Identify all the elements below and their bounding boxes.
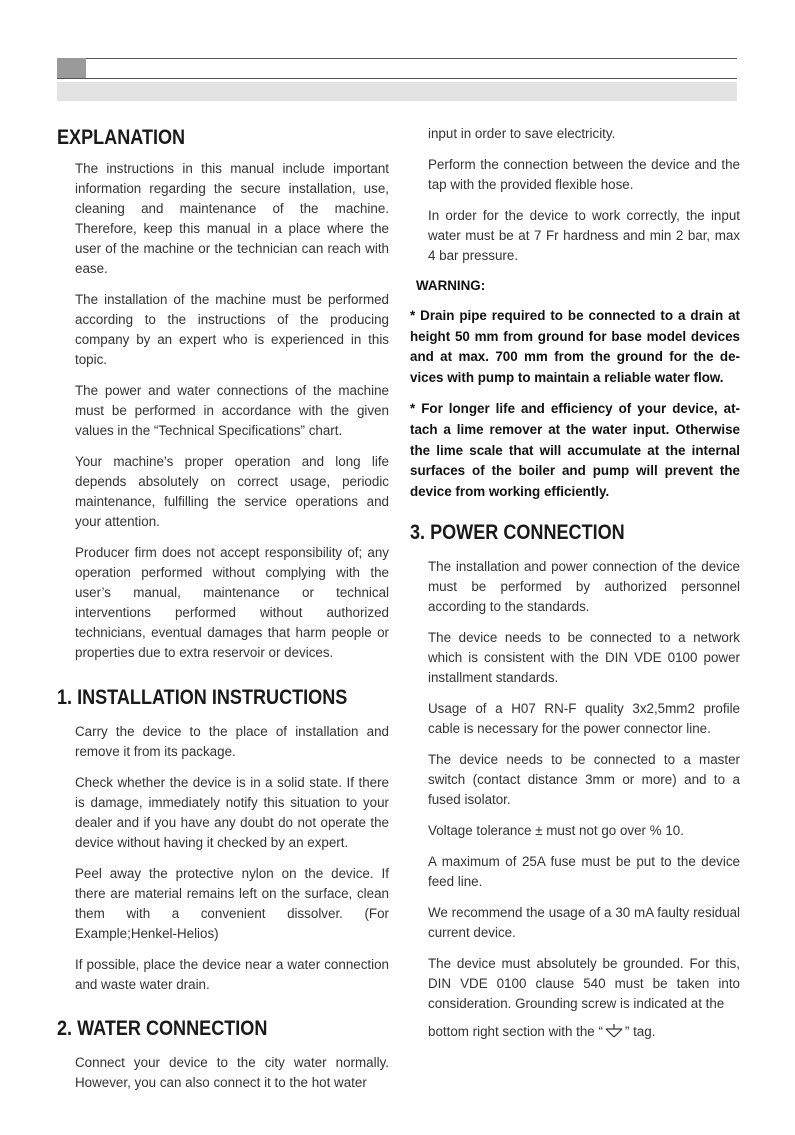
warning-item-1: * Drain pipe required to be connected to a drain at height 50 mm from ground for base model devices and at max. 700 mm from the ground for the de-vices with pump to maintain a reliable water flow.: [410, 308, 740, 385]
power-paragraph-1: The installation and power connection of the device must be performed by authorized personnel according to the standards.: [428, 559, 740, 615]
water-continued-paragraph-2: Perform the connection between the device and the tap with the provided flexible hose.: [428, 157, 740, 192]
warning-title: WARNING:: [416, 278, 486, 293]
ground-tag-line: [410, 1022, 740, 1042]
power-paragraph-2: The device needs to be connected to a network which is consistent with the DIN VDE 0100 power installment standards.: [428, 630, 740, 686]
power-paragraph-8: The device must absolutely be grounded. For this, DIN VDE 0100 clause 540 must be taken into consideration. Grounding screw is indicated at the: [428, 956, 740, 1012]
power-paragraph-4: The device needs to be connected to a master switch (contact distance 3mm or more) and to a fused isolator.: [428, 752, 740, 808]
power-connection-heading: 3. POWER CONNECTION: [410, 521, 625, 545]
explanation-paragraph-4: Your machine’s proper operation and long life depends absolutely on correct usage, periodic maintenance, fulfilling the service operations and your attention.: [75, 454, 389, 529]
right-column: [410, 124, 740, 1042]
explanation-paragraph-5: Producer firm does not accept responsibility of; any operation performed without complying with the user’s manual, maintenance or technical interventions performed without authorized technicians, eventual damages that harm people or properties due to extra reservoir or devices.: [75, 545, 389, 660]
water-connection-paragraph: Connect your device to the city water normally. However, you can also connect it to the hot water: [75, 1055, 389, 1090]
ground-line-after: ” tag.: [624, 1024, 656, 1040]
power-paragraph-6: A maximum of 25A fuse must be put to the device feed line.: [428, 854, 740, 890]
power-paragraph-5: Voltage tolerance ± must not go over % 10.: [428, 823, 684, 839]
header-band: [57, 82, 737, 101]
explanation-paragraph-2: The installation of the machine must be performed according to the instructions of the producing company by an expert who is experienced in this topic.: [75, 292, 389, 367]
header-rule-bottom: [57, 78, 737, 79]
explanation-paragraph-3: The power and water connections of the machine must be performed in accordance with the given values in the “Technical Specifications” chart.: [75, 383, 389, 438]
warning-item-2: * For longer life and efficiency of your device, at-tach a lime remover at the water input. Otherwise the lime scale that will accumulate at the internal surfaces of the boiler and pump will prevent the device from working efficiently.: [410, 401, 740, 499]
water-continued-paragraph-3: In order for the device to work correctly, the input water must be at 7 Fr hardness and min 2 bar, max 4 bar pressure.: [428, 208, 740, 263]
installation-paragraph-4: If possible, place the device near a water connection and waste water drain.: [75, 957, 389, 992]
water-connection-heading: 2. WATER CONNECTION: [57, 1017, 268, 1040]
power-paragraph-3: Usage of a H07 RN-F quality 3x2,5mm2 profile cable is necessary for the power connector line.: [428, 701, 740, 737]
installation-paragraph-3: Peel away the protective nylon on the device. If there are material remains left on the surface, clean them with a convenient dissolver. (For Example;Henkel-Helios): [75, 866, 389, 941]
explanation-paragraph-1: The instructions in this manual include important information regarding the secure installation, use, cleaning and maintenance of the machine. Therefore, keep this manual in a place where the user of the machine or the technician can reach with ease.: [75, 161, 389, 276]
header-rule-top: [86, 58, 737, 59]
installation-heading: 1. INSTALLATION INSTRUCTIONS: [57, 686, 348, 709]
explanation-heading: EXPLANATION: [57, 126, 186, 149]
water-continued-paragraph-1: input in order to save electricity.: [428, 126, 616, 141]
power-paragraph-7: We recommend the usage of a 30 mA faulty residual current device.: [428, 905, 740, 941]
ground-line-before: bottom right section with the “: [428, 1024, 603, 1040]
installation-paragraph-2: Check whether the device is in a solid state. If there is damage, immediately notify this situation to your dealer and if you have any doubt do not operate the device without having it checked by an expert.: [75, 775, 389, 850]
installation-paragraph-1: Carry the device to the place of installation and remove it from its package.: [75, 724, 389, 759]
header-marker-box: [57, 58, 86, 78]
left-column: [57, 120, 389, 1093]
ground-symbol-icon: [604, 1024, 624, 1038]
